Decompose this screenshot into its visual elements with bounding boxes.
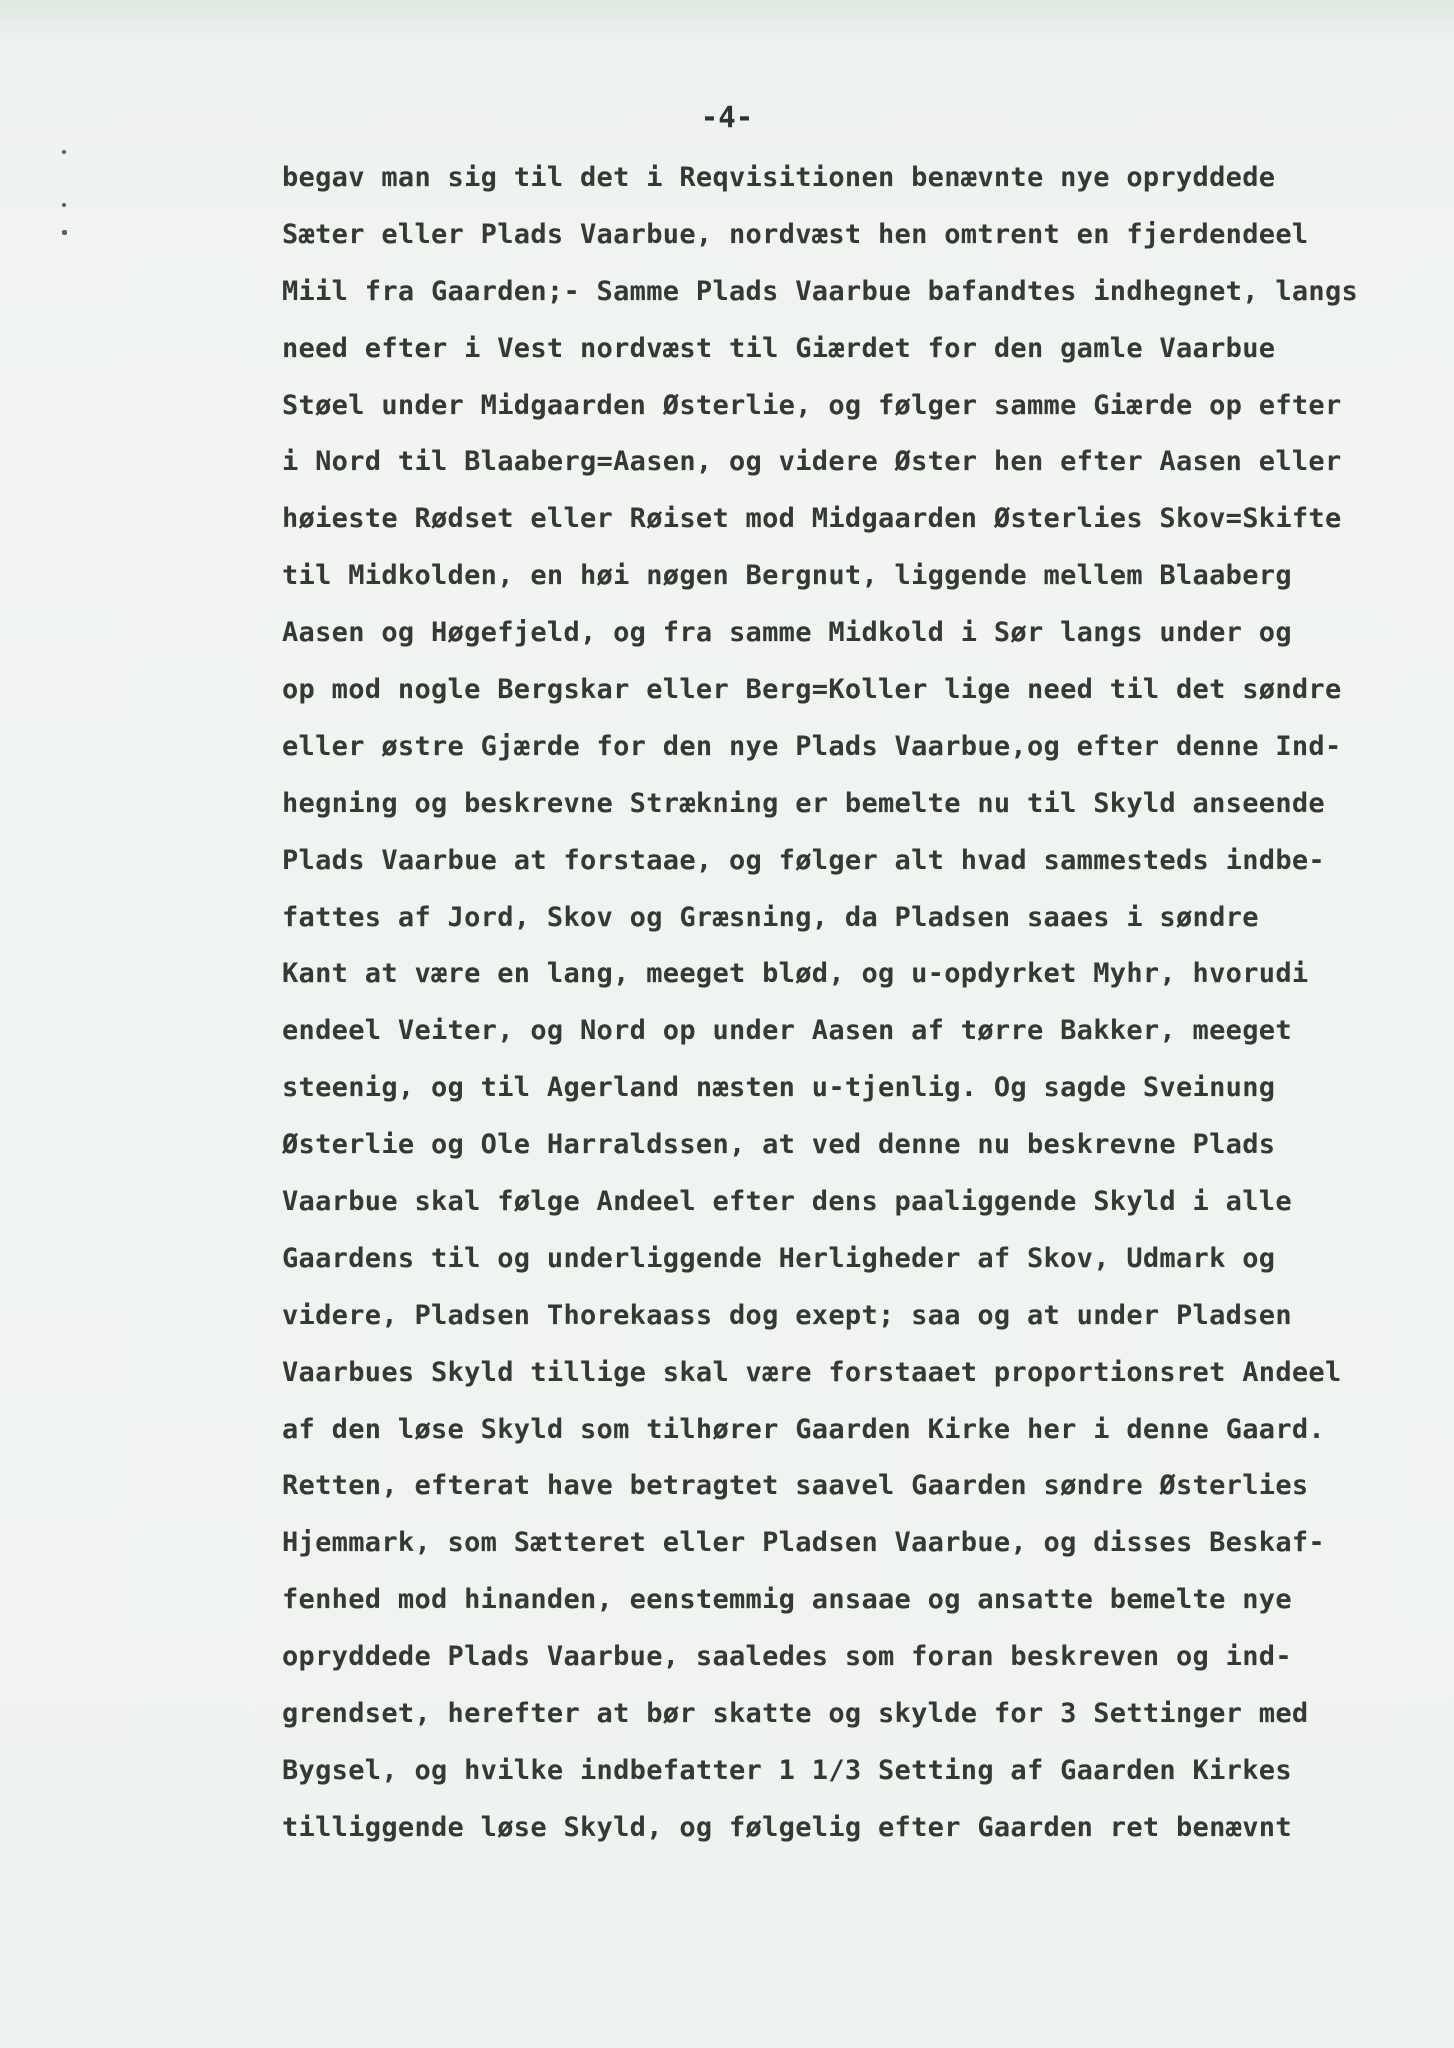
- margin-mark: [62, 230, 67, 235]
- text-line: steenig, og til Agerland næsten u-tjenlig. Og sagde Sveinung: [282, 1072, 1276, 1104]
- text-line: Retten, efterat have betragtet saavel Gaarden søndre Østerlies: [282, 1470, 1309, 1502]
- text-line: fenhed mod hinanden, eenstemmig ansaae og ansatte bemelte nye: [282, 1584, 1292, 1616]
- text-line: hegning og beskrevne Strækning er bemelte nu til Skyld anseende: [282, 787, 1325, 819]
- text-line: Aasen og Høgefjeld, og fra samme Midkold i Sør langs under og: [282, 617, 1292, 649]
- text-line: til Midkolden, en høi nøgen Bergnut, liggende mellem Blaaberg: [282, 560, 1292, 592]
- text-line: Støel under Midgaarden Østerlie, og følger samme Giærde op efter: [282, 389, 1342, 421]
- text-line: Miil fra Gaarden;- Samme Plads Vaarbue bafandtes indhegnet, langs: [282, 275, 1359, 307]
- page-number: -4-: [700, 100, 754, 134]
- margin-mark: [62, 203, 66, 207]
- text-line: Sæter eller Plads Vaarbue, nordvæst hen omtrent en fjerdendeel: [282, 218, 1309, 250]
- text-line: høieste Rødset eller Røiset mod Midgaarden Østerlies Skov=Skifte: [282, 503, 1342, 535]
- text-line: need efter i Vest nordvæst til Giærdet for den gamle Vaarbue: [282, 332, 1276, 364]
- text-line: endeel Veiter, og Nord op under Aasen af tørre Bakker, meeget: [282, 1015, 1292, 1047]
- text-line: grendset, herefter at bør skatte og skylde for 3 Settinger med: [282, 1698, 1309, 1730]
- text-line: Østerlie og Ole Harraldssen, at ved denne nu beskrevne Plads: [282, 1129, 1276, 1161]
- text-line: Gaardens til og underliggende Herligheder af Skov, Udmark og: [282, 1242, 1276, 1274]
- text-line: Bygsel, og hvilke indbefatter 1 1/3 Setting af Gaarden Kirkes: [282, 1754, 1292, 1786]
- text-line: Plads Vaarbue at forstaae, og følger alt hvad sammesteds indbe-: [282, 844, 1325, 876]
- text-line: begav man sig til det i Reqvisitionen benævnte nye opryddede: [282, 162, 1276, 193]
- text-line: eller østre Gjærde for den nye Plads Vaarbue,og efter denne Ind-: [282, 730, 1342, 762]
- text-line: i Nord til Blaaberg=Aasen, og videre Øster hen efter Aasen eller: [282, 446, 1342, 478]
- text-line: Kant at være en lang, meeget blød, og u-opdyrket Myhr, hvorudi: [282, 958, 1309, 990]
- text-line: op mod nogle Bergskar eller Berg=Koller lige need til det søndre: [282, 674, 1342, 706]
- text-line: Vaarbue skal følge Andeel efter dens paaliggende Skyld i alle: [282, 1186, 1292, 1218]
- text-line: Hjemmark, som Sætteret eller Pladsen Vaarbue, og disses Beskaf-: [282, 1527, 1325, 1559]
- text-line: opryddede Plads Vaarbue, saaledes som foran beskreven og ind-: [282, 1641, 1292, 1673]
- text-line: videre, Pladsen Thorekaass dog exept; saa og at under Pladsen: [282, 1299, 1292, 1331]
- text-line: fattes af Jord, Skov og Græsning, da Pladsen saaes i søndre: [282, 901, 1259, 933]
- margin-mark: [62, 150, 66, 154]
- text-line: Vaarbues Skyld tillige skal være forstaaet proportionsret Andeel: [282, 1356, 1342, 1388]
- text-line: tilliggende løse Skyld, og følgelig efter Gaarden ret benævnt: [282, 1811, 1292, 1843]
- body-text: [282, 150, 1412, 1857]
- text-line: af den løse Skyld som tilhører Gaarden Kirke her i denne Gaard.: [282, 1413, 1325, 1445]
